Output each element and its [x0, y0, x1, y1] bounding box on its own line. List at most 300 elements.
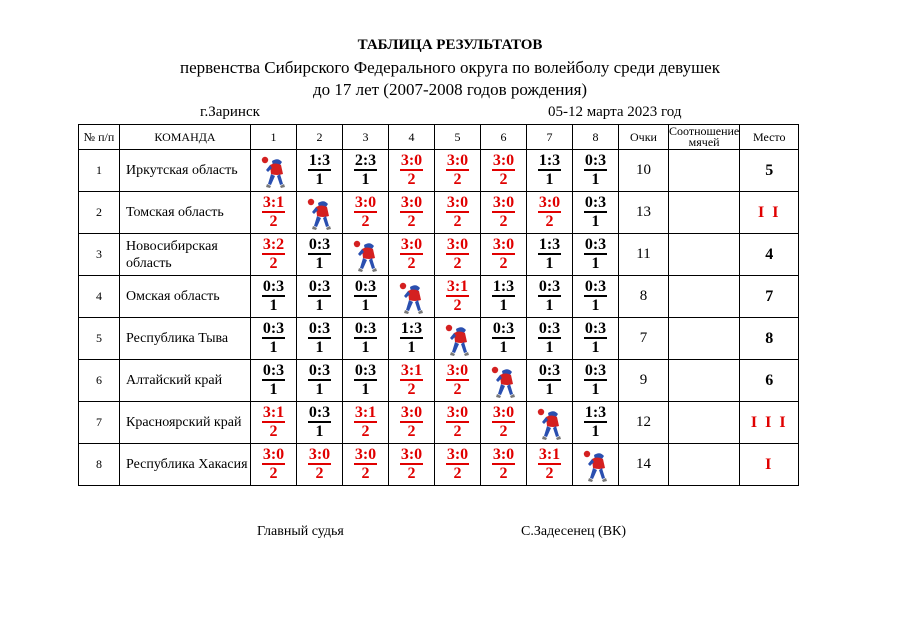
score-cell [389, 234, 435, 276]
score-cell [343, 192, 389, 234]
volleyball-player-icon [481, 363, 526, 399]
self-match-cell [251, 150, 297, 192]
table-row [79, 444, 799, 486]
match-score-sets: 0:3 [538, 278, 561, 295]
match-score-points: 2 [545, 213, 554, 230]
score-cell [297, 318, 343, 360]
volleyball-player-icon [527, 405, 572, 441]
team-name: Республика Тыва [120, 318, 251, 360]
match-score-points: 2 [269, 213, 278, 230]
match-score-sets: 3:0 [538, 194, 561, 211]
match-score-points: 1 [361, 339, 370, 356]
match-score-points: 1 [591, 255, 600, 272]
match-score [400, 362, 423, 398]
match-score-sets: 3:0 [446, 236, 469, 253]
match-score-sets: 3:0 [446, 194, 469, 211]
team-points: 11 [619, 234, 669, 276]
match-score [446, 362, 469, 398]
match-score [308, 152, 331, 188]
score-cell [343, 444, 389, 486]
match-score [446, 446, 469, 482]
header-col-2: 2 [297, 125, 343, 150]
score-cell [343, 150, 389, 192]
ball-ratio [669, 234, 740, 276]
match-score-sets: 3:0 [400, 404, 423, 421]
match-score [262, 194, 285, 230]
match-score [354, 404, 377, 440]
match-score-points: 1 [545, 171, 554, 188]
team-name: Иркутская область [120, 150, 251, 192]
volleyball-player-icon [389, 279, 434, 315]
team-place: 4 [740, 234, 799, 276]
match-score-points: 2 [315, 465, 324, 482]
score-cell [297, 234, 343, 276]
match-score [446, 236, 469, 272]
match-score [446, 278, 469, 314]
match-score-sets: 0:3 [584, 152, 607, 169]
score-cell [297, 402, 343, 444]
match-score [308, 404, 331, 440]
match-score-sets: 0:3 [308, 278, 331, 295]
city-label: г.Заринск [200, 104, 260, 120]
ball-ratio [669, 402, 740, 444]
team-name: Алтайский край [120, 360, 251, 402]
header-col-7: 7 [527, 125, 573, 150]
match-score-points: 2 [361, 213, 370, 230]
match-score-points: 1 [315, 255, 324, 272]
table-header-row [79, 125, 799, 150]
score-cell [527, 150, 573, 192]
match-score-points: 2 [545, 465, 554, 482]
match-score [584, 194, 607, 230]
match-score-sets: 1:3 [538, 236, 561, 253]
score-cell [389, 150, 435, 192]
score-cell [389, 318, 435, 360]
header-col-3: 3 [343, 125, 389, 150]
match-score-sets: 0:3 [584, 320, 607, 337]
match-score-sets: 0:3 [308, 320, 331, 337]
self-match-cell [435, 318, 481, 360]
score-cell [251, 276, 297, 318]
match-score-sets: 1:3 [400, 320, 423, 337]
match-score [354, 362, 377, 398]
ball-ratio [669, 276, 740, 318]
match-score-sets: 3:0 [308, 446, 331, 463]
team-name: Томская область [120, 192, 251, 234]
row-num: 4 [79, 276, 120, 318]
match-score [538, 446, 561, 482]
match-score [492, 446, 515, 482]
match-score-sets: 3:1 [446, 278, 469, 295]
match-score-points: 2 [407, 213, 416, 230]
match-score-sets: 3:1 [354, 404, 377, 421]
score-cell [527, 318, 573, 360]
team-place: 7 [740, 276, 799, 318]
self-match-cell [573, 444, 619, 486]
match-score-sets: 0:3 [354, 362, 377, 379]
match-score-points: 1 [591, 423, 600, 440]
match-score-sets: 3:0 [354, 446, 377, 463]
ball-ratio [669, 150, 740, 192]
match-score-sets: 3:0 [400, 446, 423, 463]
team-place: 5 [740, 150, 799, 192]
team-place: 8 [740, 318, 799, 360]
header-ratio: Соотношение мячей [669, 124, 740, 149]
match-score [584, 152, 607, 188]
score-cell [343, 402, 389, 444]
score-cell [481, 234, 527, 276]
match-score-points: 2 [453, 255, 462, 272]
ball-ratio [669, 192, 740, 234]
team-place: 6 [740, 360, 799, 402]
match-score-points: 1 [591, 381, 600, 398]
match-score [446, 404, 469, 440]
row-num: 1 [79, 150, 120, 192]
row-num: 6 [79, 360, 120, 402]
header-place: Место [740, 125, 799, 150]
document-subtitle-line2: до 17 лет (2007-2008 годов рождения) [312, 80, 588, 99]
match-score [354, 152, 377, 188]
header-col-4: 4 [389, 125, 435, 150]
score-cell [297, 150, 343, 192]
header-num: № п/п [79, 125, 120, 150]
score-cell [527, 444, 573, 486]
table-row [79, 150, 799, 192]
match-score-points: 2 [453, 297, 462, 314]
match-score-points: 2 [407, 171, 416, 188]
match-score-sets: 0:3 [308, 404, 331, 421]
match-score-points: 1 [269, 297, 278, 314]
match-score-sets: 2:3 [354, 152, 377, 169]
row-num: 8 [79, 444, 120, 486]
score-cell [389, 444, 435, 486]
score-cell [435, 444, 481, 486]
match-score-sets: 3:0 [400, 152, 423, 169]
match-score-sets: 0:3 [354, 320, 377, 337]
table-row [79, 192, 799, 234]
score-cell [251, 360, 297, 402]
match-score-points: 2 [407, 423, 416, 440]
match-score-points: 1 [499, 339, 508, 356]
match-score [492, 404, 515, 440]
match-score-points: 1 [315, 381, 324, 398]
self-match-cell [343, 234, 389, 276]
team-points: 10 [619, 150, 669, 192]
match-score-sets: 0:3 [584, 278, 607, 295]
match-score [262, 404, 285, 440]
match-score [262, 236, 285, 272]
header-col-1: 1 [251, 125, 297, 150]
score-cell [573, 276, 619, 318]
match-score-sets: 3:0 [492, 152, 515, 169]
match-score [538, 194, 561, 230]
dates-label: 05-12 марта 2023 год [548, 104, 682, 120]
match-score-sets: 0:3 [584, 236, 607, 253]
match-score-points: 1 [269, 339, 278, 356]
match-score-points: 1 [407, 339, 416, 356]
match-score-points: 1 [545, 339, 554, 356]
match-score [262, 278, 285, 314]
match-score-sets: 3:1 [538, 446, 561, 463]
match-score [538, 362, 561, 398]
match-score-sets: 0:3 [308, 362, 331, 379]
match-score-sets: 1:3 [308, 152, 331, 169]
team-place: I I I [740, 402, 799, 444]
match-score-sets: 3:0 [446, 446, 469, 463]
match-score-points: 1 [315, 171, 324, 188]
document-title: ТАБЛИЦА РЕЗУЛЬТАТОВ [357, 37, 543, 53]
match-score [400, 152, 423, 188]
match-score-points: 2 [499, 255, 508, 272]
match-score-sets: 0:3 [492, 320, 515, 337]
match-score-points: 1 [361, 297, 370, 314]
score-cell [297, 276, 343, 318]
match-score-sets: 3:0 [446, 362, 469, 379]
row-num: 5 [79, 318, 120, 360]
score-cell [435, 360, 481, 402]
match-score [308, 362, 331, 398]
match-score [584, 404, 607, 440]
match-score [400, 404, 423, 440]
match-score-points: 2 [453, 423, 462, 440]
match-score [492, 320, 515, 356]
score-cell [251, 444, 297, 486]
score-cell [389, 192, 435, 234]
row-num: 3 [79, 234, 120, 276]
team-points: 7 [619, 318, 669, 360]
table-row [79, 318, 799, 360]
match-score-sets: 3:0 [492, 404, 515, 421]
team-name: Новосибирская область [120, 234, 251, 276]
match-score-sets: 3:1 [400, 362, 423, 379]
match-score [538, 152, 561, 188]
volleyball-player-icon [343, 237, 388, 273]
match-score-points: 2 [499, 171, 508, 188]
match-score [538, 320, 561, 356]
match-score-points: 1 [315, 339, 324, 356]
team-points: 12 [619, 402, 669, 444]
self-match-cell [389, 276, 435, 318]
score-cell [297, 360, 343, 402]
score-cell [481, 402, 527, 444]
match-score [492, 278, 515, 314]
match-score-sets: 1:3 [584, 404, 607, 421]
score-cell [481, 150, 527, 192]
score-cell [435, 234, 481, 276]
match-score-points: 2 [453, 213, 462, 230]
match-score-points: 1 [269, 381, 278, 398]
match-score [354, 446, 377, 482]
match-score-sets: 0:3 [262, 278, 285, 295]
match-score-sets: 3:0 [492, 236, 515, 253]
match-score-sets: 3:0 [400, 236, 423, 253]
score-cell [435, 276, 481, 318]
match-score-points: 1 [591, 297, 600, 314]
match-score-points: 2 [407, 255, 416, 272]
header-col-6: 6 [481, 125, 527, 150]
ball-ratio [669, 444, 740, 486]
table-row [79, 276, 799, 318]
match-score [584, 236, 607, 272]
match-score-points: 1 [545, 381, 554, 398]
volleyball-player-icon [573, 447, 618, 483]
team-place: I I [740, 192, 799, 234]
score-cell [481, 276, 527, 318]
match-score [354, 278, 377, 314]
score-cell [435, 402, 481, 444]
score-cell [343, 360, 389, 402]
header-col-5: 5 [435, 125, 481, 150]
match-score [308, 278, 331, 314]
team-place: I [740, 444, 799, 486]
score-cell [251, 192, 297, 234]
match-score-points: 2 [269, 465, 278, 482]
score-cell [527, 360, 573, 402]
match-score-sets: 0:3 [262, 320, 285, 337]
team-name: Красноярский край [120, 402, 251, 444]
match-score-points: 2 [269, 423, 278, 440]
match-score [584, 278, 607, 314]
score-cell [573, 318, 619, 360]
match-score-points: 1 [315, 423, 324, 440]
match-score [400, 320, 423, 356]
score-cell [573, 360, 619, 402]
score-cell [527, 276, 573, 318]
match-score-sets: 0:3 [584, 362, 607, 379]
match-score-points: 2 [407, 381, 416, 398]
score-cell [573, 192, 619, 234]
team-points: 14 [619, 444, 669, 486]
match-score [492, 236, 515, 272]
match-score [308, 236, 331, 272]
match-score-points: 1 [591, 171, 600, 188]
match-score-points: 2 [361, 423, 370, 440]
match-score-points: 1 [361, 381, 370, 398]
team-name: Республика Хакасия [120, 444, 251, 486]
match-score-sets: 1:3 [492, 278, 515, 295]
match-score-sets: 0:3 [538, 362, 561, 379]
score-cell [527, 192, 573, 234]
self-match-cell [527, 402, 573, 444]
match-score-points: 2 [499, 465, 508, 482]
ball-ratio [669, 318, 740, 360]
volleyball-player-icon [435, 321, 480, 357]
self-match-cell [481, 360, 527, 402]
score-cell [481, 192, 527, 234]
score-cell [435, 150, 481, 192]
team-points: 9 [619, 360, 669, 402]
match-score-points: 1 [591, 213, 600, 230]
match-score [354, 194, 377, 230]
ball-ratio [669, 360, 740, 402]
header-points: Очки [619, 125, 669, 150]
score-cell [343, 276, 389, 318]
score-cell [251, 402, 297, 444]
match-score [584, 320, 607, 356]
score-cell [481, 444, 527, 486]
match-score-sets: 0:3 [262, 362, 285, 379]
match-score [400, 194, 423, 230]
match-score-points: 2 [453, 381, 462, 398]
score-cell [389, 360, 435, 402]
match-score-points: 2 [269, 255, 278, 272]
volleyball-player-icon [251, 153, 296, 189]
match-score [354, 320, 377, 356]
match-score [262, 362, 285, 398]
match-score [400, 446, 423, 482]
header-team: КОМАНДА [120, 125, 251, 150]
score-cell [251, 234, 297, 276]
score-cell [343, 318, 389, 360]
match-score [538, 278, 561, 314]
row-num: 7 [79, 402, 120, 444]
match-score-sets: 0:3 [308, 236, 331, 253]
match-score [492, 152, 515, 188]
match-score [308, 446, 331, 482]
match-score-sets: 3:2 [262, 236, 285, 253]
match-score-points: 1 [545, 297, 554, 314]
match-score-points: 2 [499, 423, 508, 440]
team-points: 8 [619, 276, 669, 318]
match-score-sets: 3:1 [262, 404, 285, 421]
score-cell [389, 402, 435, 444]
match-score-sets: 3:0 [446, 404, 469, 421]
match-score [400, 236, 423, 272]
results-table [78, 124, 799, 486]
table-row [79, 402, 799, 444]
score-cell [481, 318, 527, 360]
team-name: Омская область [120, 276, 251, 318]
team-points: 13 [619, 192, 669, 234]
table-row [79, 234, 799, 276]
match-score-points: 2 [499, 213, 508, 230]
match-score-points: 1 [315, 297, 324, 314]
match-score-points: 1 [545, 255, 554, 272]
match-score [538, 236, 561, 272]
match-score-sets: 3:0 [262, 446, 285, 463]
score-cell [251, 318, 297, 360]
table-row [79, 360, 799, 402]
match-score-sets: 0:3 [538, 320, 561, 337]
match-score-sets: 3:0 [492, 446, 515, 463]
match-score-sets: 3:0 [400, 194, 423, 211]
score-cell [573, 150, 619, 192]
match-score [492, 194, 515, 230]
volleyball-player-icon [297, 195, 342, 231]
match-score-sets: 3:1 [262, 194, 285, 211]
header-col-8: 8 [573, 125, 619, 150]
match-score-sets: 0:3 [354, 278, 377, 295]
match-score [262, 320, 285, 356]
score-cell [297, 444, 343, 486]
match-score [584, 362, 607, 398]
match-score-sets: 0:3 [584, 194, 607, 211]
score-cell [573, 234, 619, 276]
match-score [446, 152, 469, 188]
chief-judge-label: Главный судья [257, 524, 344, 539]
match-score-points: 1 [499, 297, 508, 314]
match-score-sets: 1:3 [538, 152, 561, 169]
match-score-sets: 3:0 [354, 194, 377, 211]
match-score [262, 446, 285, 482]
match-score [308, 320, 331, 356]
document-subtitle-line1: первенства Сибирского Федерального округа по волейболу среди девушек [179, 58, 720, 77]
self-match-cell [297, 192, 343, 234]
match-score-points: 2 [407, 465, 416, 482]
chief-judge-name: С.Задесенец (ВК) [521, 524, 627, 539]
match-score-points: 2 [361, 465, 370, 482]
score-cell [527, 234, 573, 276]
